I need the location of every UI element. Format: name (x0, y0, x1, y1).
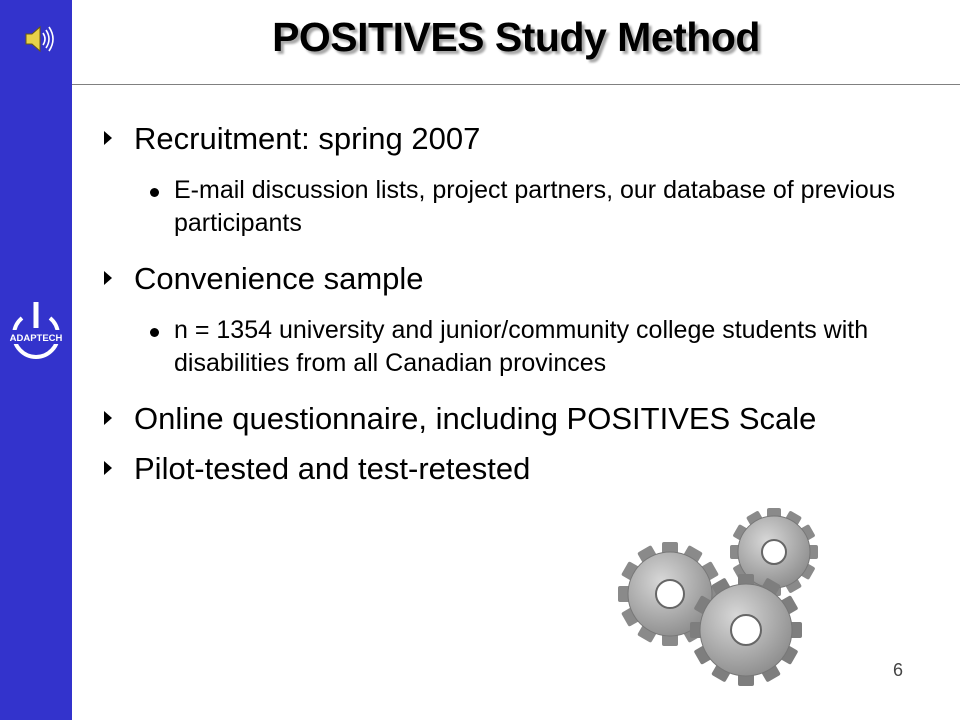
sub-bullet-item (100, 314, 950, 380)
triangle-bullet-icon (104, 461, 112, 475)
bullet-item (100, 400, 950, 438)
dot-bullet-icon (150, 328, 159, 337)
sub-bullet-text: n = 1354 university and junior/community college students with disabilities from all Canadian provinces (174, 316, 869, 377)
logo-text: ADAPTECH (9, 333, 63, 344)
sub-bullet-text: E-mail discussion lists, project partners, our database of previous participants (174, 176, 896, 237)
bullet-item (100, 120, 950, 158)
bullet-item (100, 260, 950, 298)
page-number: 6 (892, 660, 903, 680)
title-divider (72, 84, 960, 85)
adaptech-logo (7, 300, 65, 370)
bullet-text: Pilot-tested and test-retested (134, 451, 531, 486)
sub-bullet-item (100, 174, 950, 240)
speaker-icon[interactable] (22, 22, 56, 56)
gears-clipart (608, 508, 838, 692)
left-sidebar (0, 0, 72, 720)
triangle-bullet-icon (104, 271, 112, 285)
triangle-bullet-icon (104, 131, 112, 145)
bullet-text: Recruitment: spring 2007 (134, 121, 481, 156)
bullet-text: Online questionnaire, including POSITIVES Scale (134, 401, 817, 436)
triangle-bullet-icon (104, 411, 112, 425)
bullet-text: Convenience sample (134, 261, 424, 296)
bullet-item (100, 450, 950, 488)
dot-bullet-icon (150, 188, 159, 197)
bullet-list (100, 114, 950, 488)
slide-title: POSITIVES Study Method (272, 14, 760, 60)
